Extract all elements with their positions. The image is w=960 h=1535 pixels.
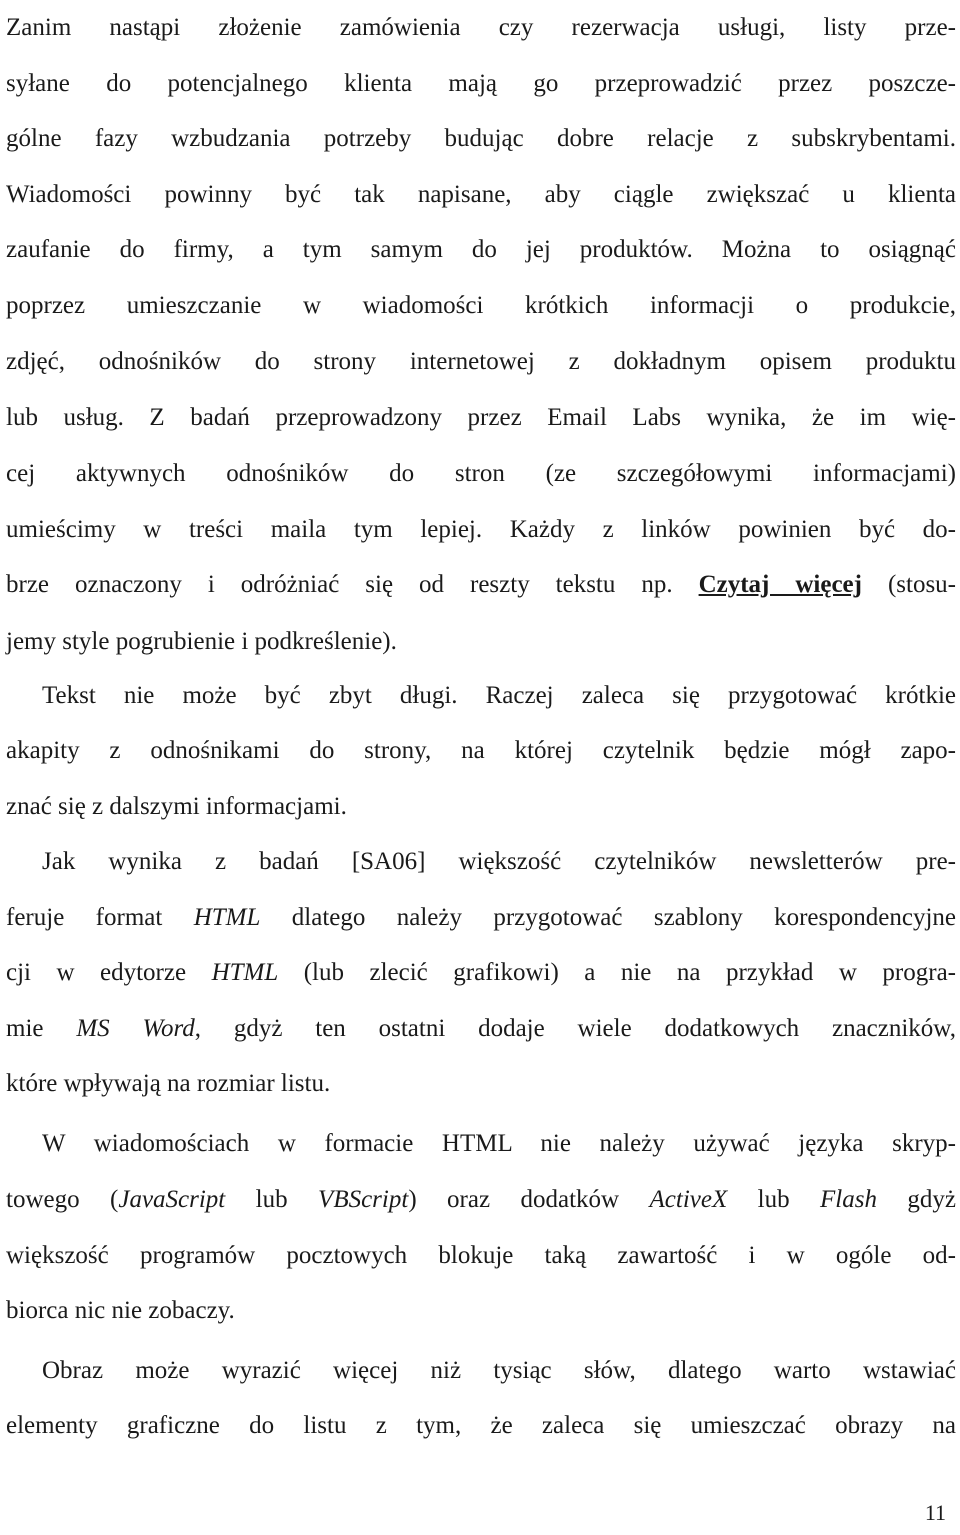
text-run: większość programów pocztowych blokuje taką zawartość i w ogóle od- — [6, 1242, 956, 1269]
text-run: dlatego należy przygotować szablony korespondencyjne — [260, 904, 956, 931]
text-run: Obraz może wyrazić więcej niż tysiąc słów, dlatego warto wstawiać — [42, 1357, 956, 1384]
text-run: elementy graficzne do listu z tym, że zaleca się umieszczać obrazy na — [6, 1412, 956, 1439]
text-run: cej aktywnych odnośników do stron (ze szczegółowymi informacjami) — [6, 460, 956, 487]
text-line — [6, 167, 956, 223]
text-run: Jak wynika z badań [SA06] większość czytelników newsletterów pre- — [42, 848, 956, 875]
italic-term: JavaScript — [118, 1186, 226, 1213]
italic-term: ActiveX — [649, 1186, 728, 1213]
text-line — [6, 614, 956, 670]
text-line — [42, 834, 956, 890]
text-run: zdjęć, odnośników do strony internetowej z dokładnym opisem produktu — [6, 348, 956, 375]
text-line — [6, 390, 956, 446]
text-run: znać się z dalszymi informacjami. — [6, 793, 347, 820]
text-run: mie — [6, 1015, 77, 1042]
italic-term: MS Word — [76, 1015, 195, 1042]
text-line — [6, 1172, 956, 1228]
text-line — [6, 945, 956, 1001]
text-line — [6, 1001, 956, 1057]
text-run: Zanim nastąpi złożenie zamówienia czy rezerwacja usługi, listy prze- — [6, 14, 956, 41]
text-run: umieścimy w treści maila tym lepiej. Każdy z linków powinien być do- — [6, 516, 956, 543]
text-run: które wpływają na rozmiar listu. — [6, 1070, 331, 1097]
text-run: poprzez umieszczanie w wiadomości krótkich informacji o produkcie, — [6, 292, 956, 319]
text-line — [6, 0, 956, 56]
text-run: W wiadomościach w formacie HTML nie należy używać języka skryp- — [42, 1130, 956, 1157]
text-run: brze oznaczony i odróżniać się od reszty tekstu np. — [6, 571, 699, 598]
text-line — [6, 334, 956, 390]
text-line — [6, 779, 956, 835]
text-line — [6, 1398, 956, 1454]
text-line — [42, 1116, 956, 1172]
text-line — [6, 278, 956, 334]
text-run: (stosu- — [861, 571, 956, 598]
text-run: feruje format — [6, 904, 194, 931]
text-line — [6, 723, 956, 779]
text-line — [6, 222, 956, 278]
text-run: akapity z odnośnikami do strony, na której czytelnik będzie mógł zapo- — [6, 737, 956, 764]
text-run: biorca nic nie zobaczy. — [6, 1297, 235, 1324]
text-run: lub — [225, 1186, 319, 1213]
text-run: cji w edytorze — [6, 959, 212, 986]
italic-term: HTML — [211, 959, 279, 986]
text-run: (lub zlecić grafikowi) a nie na przykład w progra- — [278, 959, 956, 986]
text-run: gdyż — [876, 1186, 956, 1213]
italic-term: HTML — [193, 904, 261, 931]
text-line — [6, 1228, 956, 1284]
text-run: Wiadomości powinny być tak napisane, aby ciągle zwiększać u klienta — [6, 181, 956, 208]
text-line — [42, 668, 956, 724]
text-line — [6, 446, 956, 502]
text-line — [6, 890, 956, 946]
text-run: lub — [727, 1186, 821, 1213]
text-run: lub usług. Z badań przeprowadzony przez Email Labs wynika, że im wię- — [6, 404, 956, 431]
italic-term: Flash — [820, 1186, 877, 1213]
text-run: , gdyż ten ostatni dodaje wiele dodatkowych znaczników, — [194, 1015, 956, 1042]
text-run: zaufanie do firmy, a tym samym do jej produktów. Można to osiągnąć — [6, 236, 956, 263]
text-run: Tekst nie może być zbyt długi. Raczej zaleca się przygotować krótkie — [42, 682, 956, 709]
text-line — [6, 557, 956, 613]
italic-term: VBScript — [318, 1186, 409, 1213]
text-line — [6, 1056, 956, 1112]
page-number: 11 — [924, 1500, 946, 1525]
text-run: gólne fazy wzbudzania potrzeby budując dobre relacje z subskrybentami. — [6, 125, 956, 152]
text-run: towego ( — [6, 1186, 119, 1213]
text-line — [6, 1283, 956, 1339]
text-run: syłane do potencjalnego klienta mają go przeprowadzić przez poszcze- — [6, 69, 956, 97]
text-line — [6, 111, 956, 167]
text-line — [6, 56, 956, 112]
text-line — [42, 1343, 956, 1399]
read-more-link[interactable]: Czytaj więcej — [698, 571, 862, 598]
text-run: ) oraz dodatków — [408, 1186, 650, 1213]
text-run: jemy style pogrubienie i podkreślenie). — [6, 628, 397, 655]
text-line — [6, 502, 956, 558]
